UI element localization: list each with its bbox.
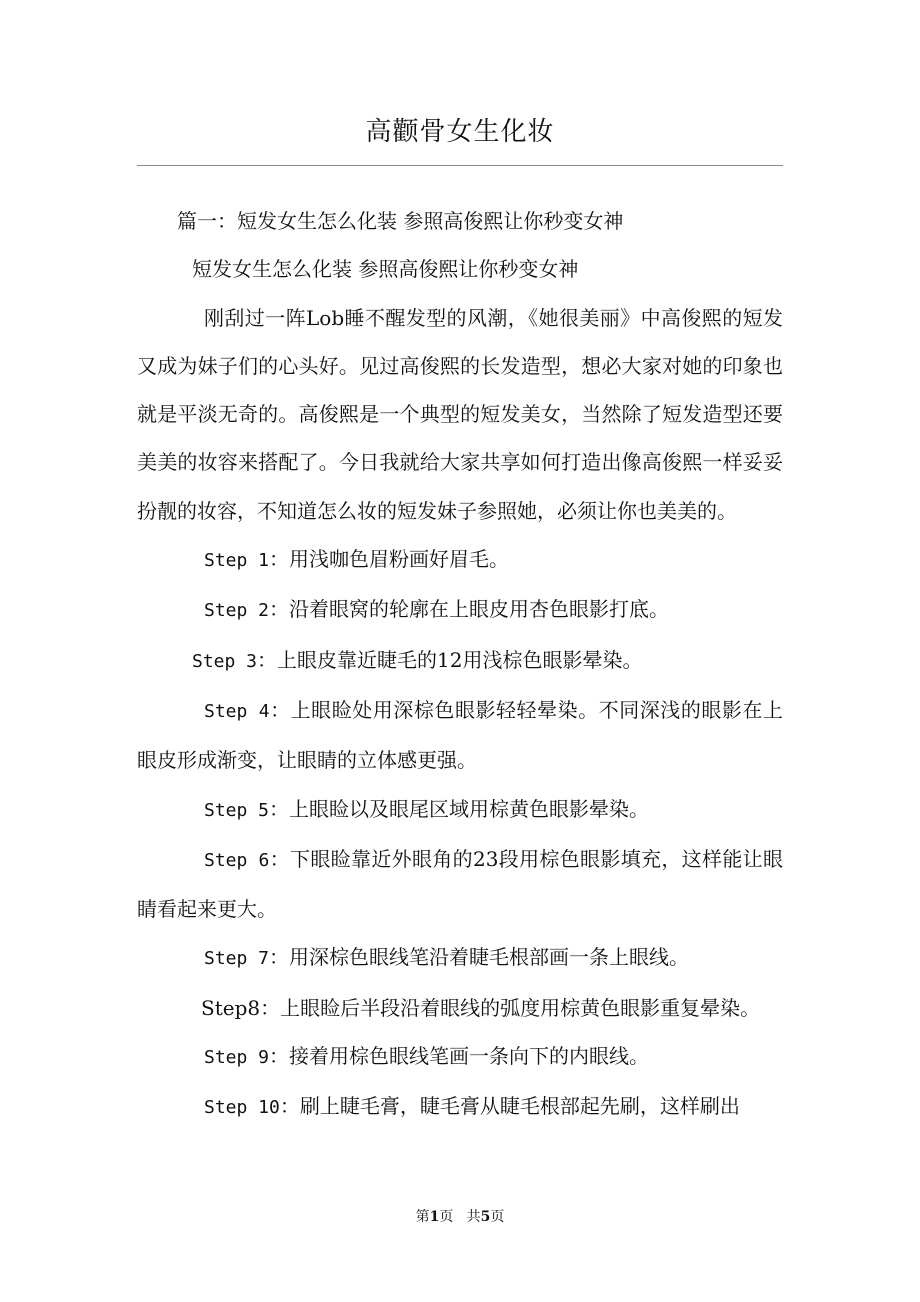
page-prefix: 第 (415, 1209, 430, 1225)
step-separator: ： (269, 945, 290, 970)
page-suffix: 页 (490, 1209, 505, 1225)
step-label: Step 2 (204, 600, 270, 622)
document-body (137, 197, 783, 1133)
step-label: Step 1 (204, 550, 270, 572)
step-label: Step8 (201, 995, 261, 1020)
step-text: 上眼睑处用深棕色眼影轻轻晕染。不同深浅的眼影在上眼皮形成渐变，让眼睛的立体感更强。 (137, 697, 783, 773)
step-9 (137, 1032, 783, 1082)
step-separator: ： (269, 547, 290, 572)
subheading: 短发女生怎么化装 参照高俊熙让你秒变女神 (192, 257, 579, 282)
step-text: 上眼皮靠近睫毛的12用浅棕色眼影晕染。 (277, 647, 643, 672)
step-2 (137, 585, 783, 635)
step-separator: ： (269, 796, 290, 821)
step-text: 接着用棕色眼线笔画一条向下的内眼线。 (289, 1044, 650, 1069)
step-separator: ： (269, 597, 290, 622)
step-label: Step 9 (204, 1047, 270, 1069)
step-separator: ： (269, 697, 291, 722)
step-label: Step 5 (204, 799, 270, 821)
page-footer (0, 1207, 920, 1227)
step-10 (137, 1082, 783, 1132)
section-heading: 篇一：短发女生怎么化装 参照高俊熙让你秒变女神 (177, 209, 624, 233)
step-6 (137, 835, 783, 934)
step-label: Step 3 (192, 650, 258, 672)
step-label: Step 10 (204, 1097, 280, 1119)
step-separator: ： (279, 1094, 300, 1119)
step-text: 下眼睑靠近外眼角的23段用棕色眼影填充，这样能让眼睛看起来更大。 (137, 846, 783, 922)
title-underline (137, 165, 783, 166)
step-text: 上眼睑以及眼尾区域用棕黄色眼影晕染。 (289, 796, 650, 821)
step-label: Step 4 (204, 700, 270, 722)
step-1 (137, 535, 783, 585)
step-separator: ： (269, 846, 291, 871)
step-7 (137, 933, 783, 983)
step-separator: ： (260, 995, 281, 1020)
page-mid: 页 共 (439, 1209, 481, 1225)
intro-paragraph: 刚刮过一阵Lob睡不醒发型的风潮，《她很美丽》中高俊熙的短发又成为妹子们的心头好。见过高俊熙的长发造型，想必大家对她的印象也就是平淡无奇的。高俊熙是一个典型的短发美女，当然除了短发造型还要美美的妆容来搭配了。今日我就给大家共享如何打造出像高俊熙一样妥妥扮靓的妆容，不知道怎么妆的短发妹子参照她，必须让你也美美的。 (137, 305, 783, 523)
step-text: 上眼睑后半段沿着眼线的弧度用棕黄色眼影重复晕染。 (280, 995, 761, 1020)
step-text: 用浅咖色眉粉画好眉毛。 (289, 547, 510, 572)
step-text: 沿着眼窝的轮廓在上眼皮用杏色眼影打底。 (289, 597, 670, 622)
page-current: 1 (429, 1209, 440, 1225)
step-text: 用深棕色眼线笔沿着睫毛根部画一条上眼线。 (289, 945, 690, 970)
step-3 (137, 636, 783, 686)
step-8 (137, 984, 783, 1032)
document-title: 高颧骨女生化妆 (365, 117, 555, 147)
step-label: Step 7 (204, 948, 270, 970)
step-text: 刷上睫毛膏，睫毛膏从睫毛根部起先刷，这样刷出 (299, 1094, 740, 1119)
step-separator: ： (269, 1044, 290, 1069)
step-separator: ： (257, 647, 278, 672)
page-total: 5 (480, 1209, 491, 1225)
step-label: Step 6 (204, 849, 270, 871)
step-4 (137, 686, 783, 785)
step-5 (137, 785, 783, 835)
